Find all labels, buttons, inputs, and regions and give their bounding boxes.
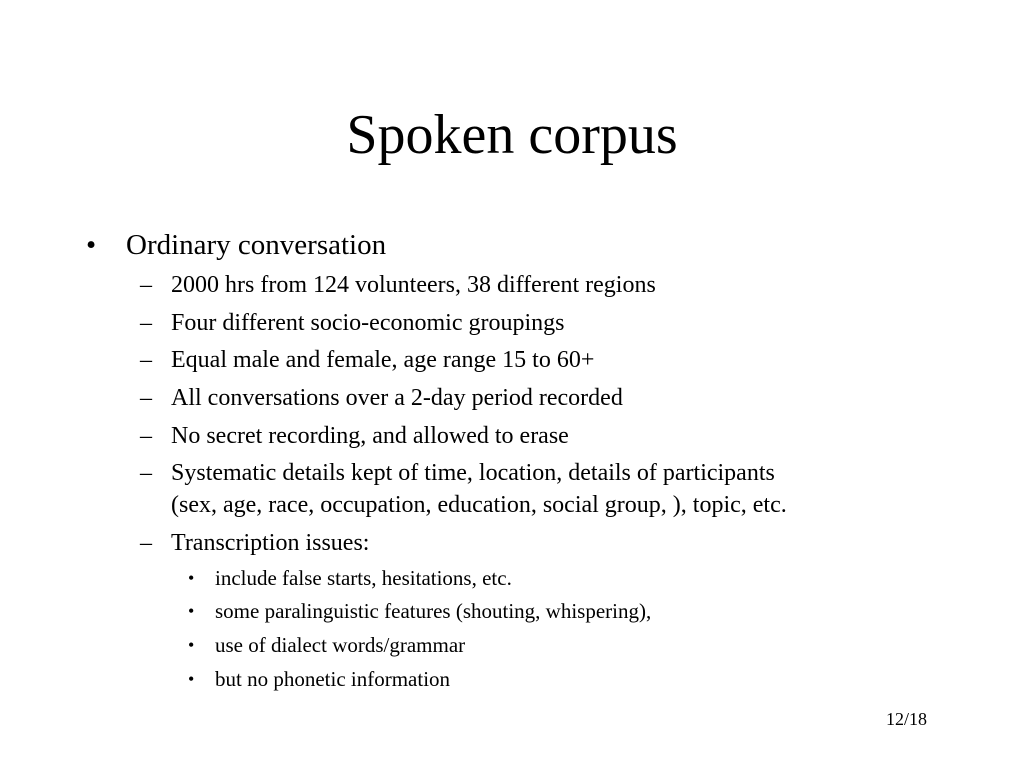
sub-point-text: Transcription issues: [171, 530, 370, 556]
dash-icon: – [140, 460, 152, 486]
dash-icon: – [140, 423, 152, 449]
dash-icon: – [140, 385, 152, 411]
sub-point-text: Equal male and female, age range 15 to 60+ [171, 347, 595, 373]
dash-icon: – [140, 530, 152, 556]
sub-point-text: Four different socio-economic groupings [171, 310, 565, 336]
transcription-point-text: but no phonetic information [215, 667, 451, 691]
dash-icon: – [140, 272, 152, 298]
dash-icon: – [140, 347, 152, 373]
bullet-icon: • [86, 229, 97, 261]
page-number: 12/18 [886, 709, 928, 729]
main-point-text: Ordinary conversation [126, 229, 387, 261]
dash-icon: – [140, 310, 152, 336]
sub-point-text: No secret recording, and allowed to erase [171, 423, 569, 449]
slide-title: Spoken corpus [346, 104, 678, 166]
bullet-icon: • [188, 635, 195, 655]
transcription-point-text: some paralinguistic features (shouting, whispering), [215, 599, 652, 623]
bullet-icon: • [188, 601, 195, 621]
sub-point-text-continuation: (sex, age, race, occupation, education, social group, ), topic, etc. [171, 492, 787, 518]
transcription-point-text: use of dialect words/grammar [215, 633, 466, 657]
bullet-icon: • [188, 568, 195, 588]
sub-point-text: All conversations over a 2-day period recorded [171, 385, 623, 411]
transcription-point-text: include false starts, hesitations, etc. [215, 566, 512, 590]
sub-point-text: 2000 hrs from 124 volunteers, 38 different regions [171, 272, 656, 298]
sub-point-text: Systematic details kept of time, location, details of participants [171, 460, 775, 486]
bullet-icon: • [188, 669, 195, 689]
